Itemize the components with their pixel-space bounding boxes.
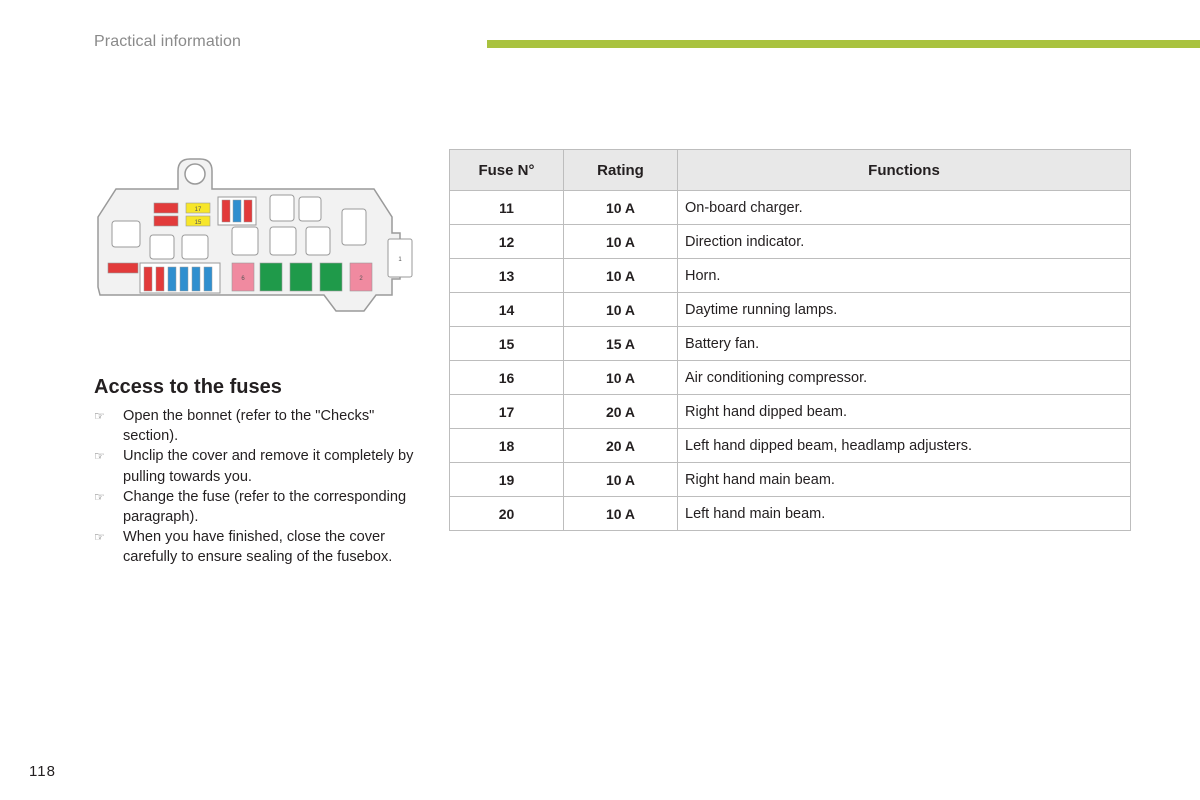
header-rating: Rating xyxy=(564,150,678,191)
access-step xyxy=(94,487,424,527)
pointing-hand-icon: ☞ xyxy=(94,489,105,504)
fuse-strip-blue-2 xyxy=(180,267,188,291)
rating-cell: 15 A xyxy=(564,327,678,361)
fuse-number-cell: 19 xyxy=(450,463,564,497)
fuse-number-cell: 18 xyxy=(450,429,564,463)
table-row xyxy=(450,327,1131,361)
rating-cell: 10 A xyxy=(564,259,678,293)
pointing-hand-icon: ☞ xyxy=(94,409,105,423)
access-step xyxy=(94,406,424,446)
fuse-blue-trio xyxy=(233,200,241,222)
fuse-number-cell: 11 xyxy=(450,191,564,225)
fuse-red-bottom xyxy=(154,216,178,226)
function-cell: Battery fan. xyxy=(678,327,1131,361)
page-number: 118 xyxy=(29,763,56,780)
function-cell: Right hand main beam. xyxy=(678,463,1131,497)
fuse-number-cell: 15 xyxy=(450,327,564,361)
header-functions: Functions xyxy=(678,150,1131,191)
rating-cell: 10 A xyxy=(564,191,678,225)
access-step-text: Change the fuse (refer to the corresponding paragraph). xyxy=(123,488,407,526)
fuse-label-17: 17 xyxy=(194,207,202,213)
fuse-strip-blue-3 xyxy=(192,267,200,291)
pointing-hand-icon: ☞ xyxy=(94,449,105,464)
fuse-strip-blue-1 xyxy=(168,267,176,291)
section-label: Practical information xyxy=(94,33,242,50)
function-cell: Air conditioning compressor. xyxy=(678,361,1131,395)
maxi-fuse-green-1 xyxy=(260,263,282,291)
function-cell: Horn. xyxy=(678,259,1131,293)
rating-cell: 10 A xyxy=(564,225,678,259)
fuse-number-cell: 17 xyxy=(450,395,564,429)
function-cell: Direction indicator. xyxy=(678,225,1131,259)
fusebox-diagram xyxy=(94,157,418,315)
table-row xyxy=(450,225,1131,259)
fuse-strip-blue-4 xyxy=(204,267,212,291)
access-step xyxy=(94,446,424,486)
function-cell: Left hand dipped beam, headlamp adjusters. xyxy=(678,429,1131,463)
table-row xyxy=(450,395,1131,429)
maxi-fuse-green-2 xyxy=(290,263,312,291)
table-row xyxy=(450,463,1131,497)
fuse-number-cell: 14 xyxy=(450,293,564,327)
access-step-text: When you have finished, close the cover carefully to ensure sealing of the fusebox. xyxy=(123,529,393,566)
fuse-label-6: 6 xyxy=(241,276,245,282)
fuse-strip-red-1 xyxy=(144,267,152,291)
header-fuse-number: Fuse N° xyxy=(450,150,564,191)
fuse-table xyxy=(449,149,1131,531)
fuse-strip-red-2 xyxy=(156,267,164,291)
fuse-label-2: 2 xyxy=(359,276,363,282)
table-row xyxy=(450,259,1131,293)
relay-label-1: 1 xyxy=(398,257,402,263)
function-cell: Left hand main beam. xyxy=(678,497,1131,531)
table-row xyxy=(450,429,1131,463)
access-step-text: Open the bonnet (refer to the "Checks" section). xyxy=(123,408,375,445)
rating-cell: 10 A xyxy=(564,361,678,395)
fuse-number-cell: 13 xyxy=(450,259,564,293)
function-cell: Daytime running lamps. xyxy=(678,293,1131,327)
table-row xyxy=(450,497,1131,531)
fuse-number-cell: 12 xyxy=(450,225,564,259)
fuse-red-trio-1 xyxy=(222,200,230,222)
fuse-red-top xyxy=(154,203,178,213)
function-cell: Right hand dipped beam. xyxy=(678,395,1131,429)
maxi-fuse-green-3 xyxy=(320,263,342,291)
rating-cell: 10 A xyxy=(564,463,678,497)
header-accent-bar xyxy=(487,40,1200,48)
fuse-table-header-row xyxy=(450,150,1131,191)
pointing-hand-icon: ☞ xyxy=(94,530,105,545)
mount-hole xyxy=(185,164,205,184)
function-cell: On-board charger. xyxy=(678,191,1131,225)
access-steps-list xyxy=(94,406,424,568)
rating-cell: 20 A xyxy=(564,395,678,429)
table-row xyxy=(450,293,1131,327)
fusebox-svg xyxy=(94,157,418,315)
fuse-number-cell: 20 xyxy=(450,497,564,531)
fuse-red-trio-2 xyxy=(244,200,252,222)
table-row xyxy=(450,361,1131,395)
fuse-label-15: 15 xyxy=(194,220,202,226)
fuse-red-large xyxy=(108,263,138,273)
access-step xyxy=(94,527,424,567)
rating-cell: 20 A xyxy=(564,429,678,463)
fuse-number-cell: 16 xyxy=(450,361,564,395)
access-heading: Access to the fuses xyxy=(94,376,282,398)
rating-cell: 10 A xyxy=(564,293,678,327)
rating-cell: 10 A xyxy=(564,497,678,531)
access-step-text: Unclip the cover and remove it completely by pulling towards you. xyxy=(123,448,414,485)
table-row xyxy=(450,191,1131,225)
